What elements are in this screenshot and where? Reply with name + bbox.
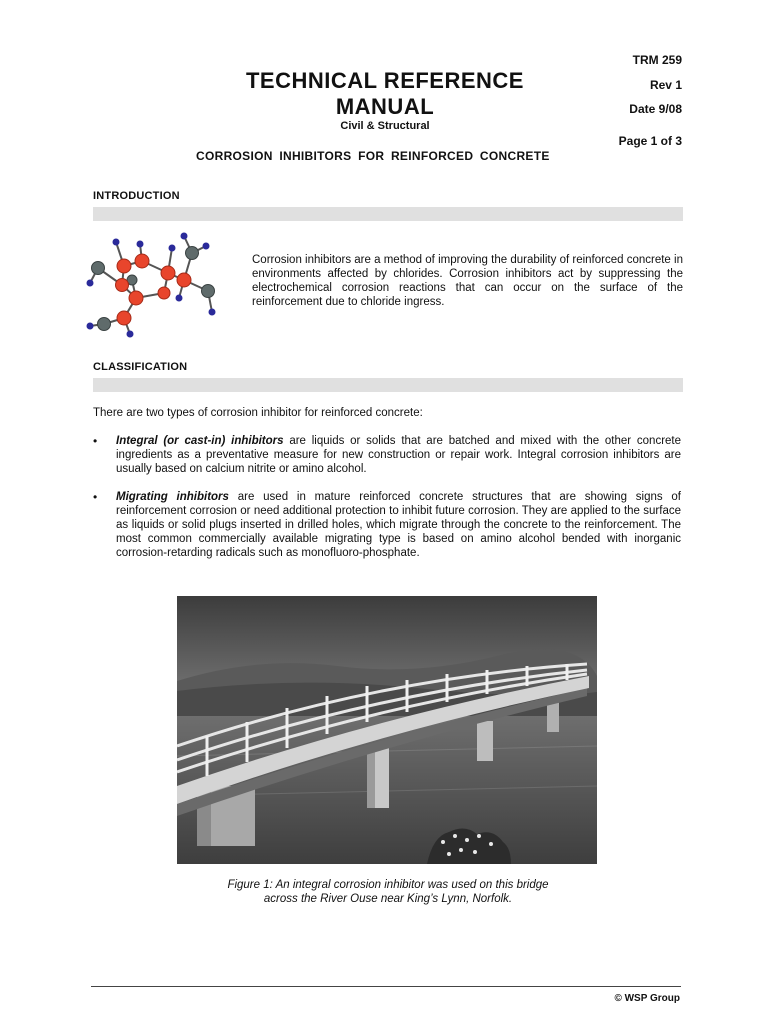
bullet-text: are used in mature reinforced concrete structures that are showing signs of reinforcement corrosion or need additional protection to inhibit future corrosion. They are applied to the surface as liquids or solid plugs inserted in drilled holes, which migrate through the concrete to the reinforcement. The most common commercially available migrating type is based on amino alcohol bended with inorganic corrosion-retarding radicals such as monofluoro-phosphate.: [116, 491, 681, 559]
bullet-marker: •: [93, 434, 98, 448]
bullet-marker: •: [93, 490, 98, 504]
molecule-illustration: [84, 228, 224, 346]
bridge-photo: [177, 596, 597, 864]
figure-caption-line-2: across the River Ouse near King’s Lynn, Norfolk.: [263, 893, 513, 905]
document-heading: CORROSION INHIBITORS FOR REINFORCED CONCRETE: [196, 149, 550, 163]
revision: Rev 1: [649, 78, 682, 92]
classification-intro: There are two types of corrosion inhibitor for reinforced concrete:: [93, 407, 423, 419]
copyright: © WSP Group: [614, 993, 680, 1004]
introduction-text: Corrosion inhibitors are a method of improving the durability of reinforced concrete in environments affected by chlorides. Corrosion inhibitors act by suppressing the electrochemical corrosion reactions that can occur on the surface of the reinforcement due to chloride ingress.: [252, 254, 683, 308]
bullet-lead: Migrating inhibitors: [116, 491, 229, 503]
classification-bar: [93, 378, 683, 392]
page-number: Page 1 of 3: [618, 134, 682, 148]
bullet-text: are liquids or solids that are batched and mixed with the other concrete ingredients as a preventative measure for new construction or repair work. Integral corrosion inhibitors are usually based on calcium nitrite or amino alcohol.: [116, 435, 682, 475]
footer-divider: [91, 986, 681, 987]
introduction-heading: INTRODUCTION: [93, 190, 180, 202]
bullet-integral-inhibitors: [116, 434, 681, 476]
document-title-line-2: MANUAL: [335, 94, 435, 119]
document-title-line-1: TECHNICAL REFERENCE: [245, 68, 524, 93]
bullet-lead: Integral (or cast-in) inhibitors: [116, 435, 284, 447]
bullet-migrating-inhibitors: [116, 490, 681, 560]
classification-heading: CLASSIFICATION: [93, 361, 188, 373]
introduction-bar: [93, 207, 683, 221]
trm-number: TRM 259: [632, 53, 682, 67]
document-subtitle: Civil & Structural: [340, 120, 430, 132]
figure-caption-line-1: Figure 1: An integral corrosion inhibitor was used on this bridge: [227, 879, 549, 891]
date: Date 9/08: [629, 102, 682, 116]
